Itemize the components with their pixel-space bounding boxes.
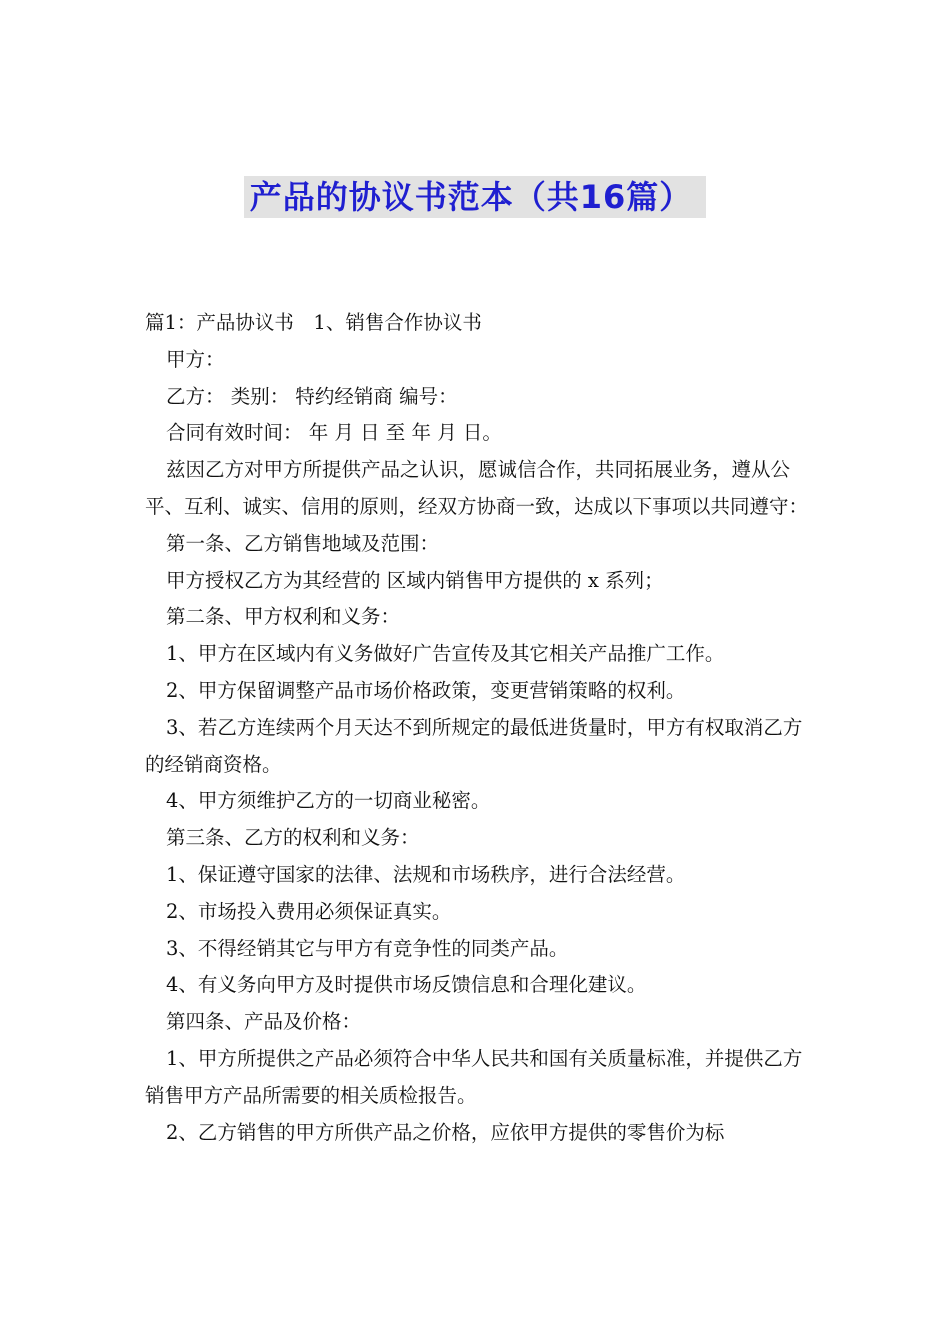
document-body — [145, 305, 810, 1151]
paragraph: 甲方： — [166, 347, 225, 371]
paragraph: 合同有效时间： 年 月 日 至 年 月 日。 — [166, 421, 502, 445]
paragraph: 2、市场投入费用必须保证真实。 — [166, 899, 452, 923]
document-title: 产品的协议书范本（共16篇） — [244, 176, 707, 218]
paragraph: 篇1：产品协议书 1、销售合作协议书 — [145, 311, 482, 334]
paragraph: 兹因乙方对甲方所提供产品之认识，愿诚信合作，共同拓展业务，遵从公平、互利、诚实、信用的原则，经双方协商一致，达成以下事项以共同遵守： — [145, 458, 809, 518]
title-container — [0, 176, 950, 218]
paragraph: 1、甲方在区域内有义务做好广告宣传及其它相关产品推广工作。 — [166, 642, 725, 666]
paragraph: 1、保证遵守国家的法律、法规和市场秩序，进行合法经营。 — [166, 862, 686, 886]
paragraph: 1、甲方所提供之产品必须符合中华人民共和国有关质量标准，并提供乙方销售甲方产品所需要的相关质检报告。 — [145, 1046, 803, 1107]
paragraph: 甲方授权乙方为其经营的 区域内销售甲方提供的 x 系列； — [166, 568, 664, 592]
paragraph: 第三条、乙方的权利和义务： — [166, 826, 420, 850]
paragraph: 3、不得经销其它与甲方有竞争性的同类产品。 — [166, 936, 569, 960]
paragraph: 2、乙方销售的甲方所供产品之价格，应依甲方提供的零售价为标 — [166, 1120, 725, 1144]
paragraph: 乙方： 类别： 特约经销商 编号： — [166, 384, 458, 408]
paragraph: 3、若乙方连续两个月天达不到所规定的最低进货量时，甲方有权取消乙方的经销商资格。 — [145, 715, 803, 776]
paragraph: 4、甲方须维护乙方的一切商业秘密。 — [166, 789, 491, 813]
paragraph: 第二条、甲方权利和义务： — [166, 605, 401, 629]
paragraph: 第一条、乙方销售地域及范围： — [166, 531, 440, 555]
paragraph: 4、有义务向甲方及时提供市场反馈信息和合理化建议。 — [166, 973, 647, 997]
paragraph: 2、甲方保留调整产品市场价格政策，变更营销策略的权利。 — [166, 678, 686, 702]
paragraph: 第四条、产品及价格： — [166, 1010, 362, 1034]
